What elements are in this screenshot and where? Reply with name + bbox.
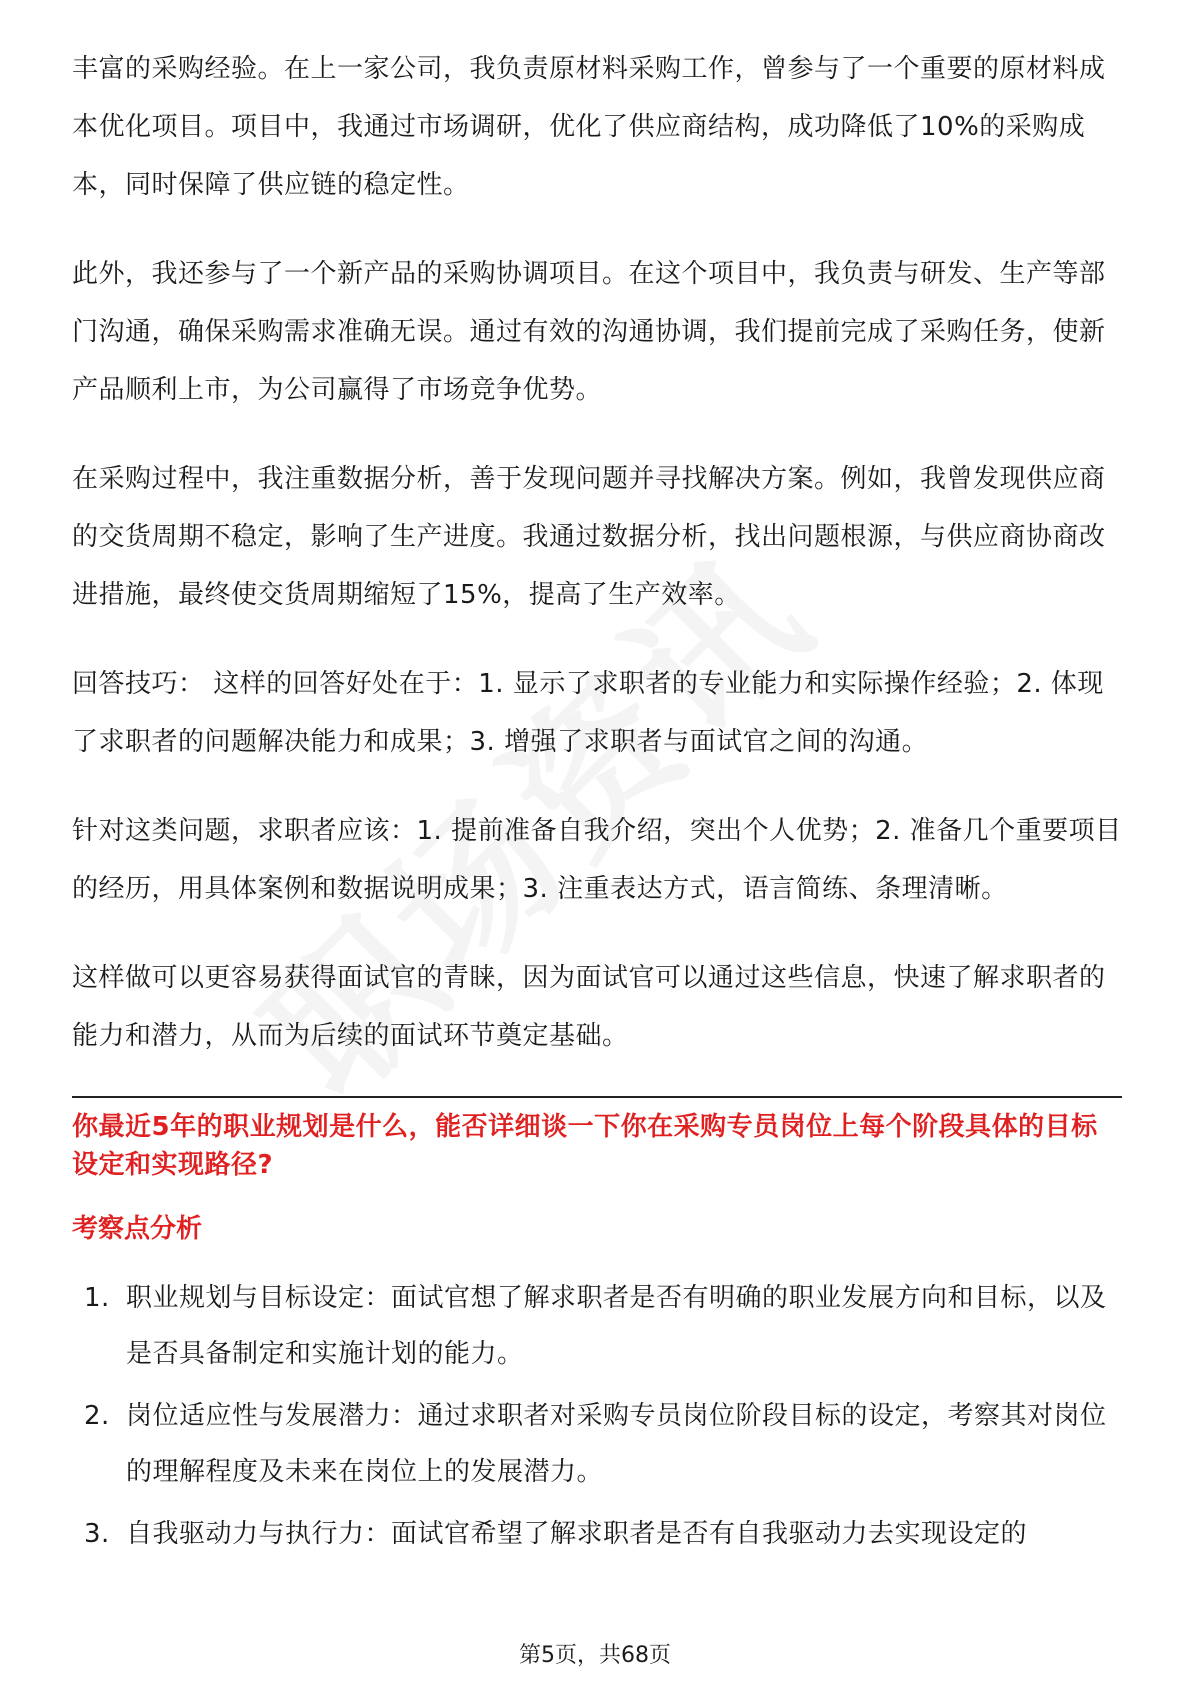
document-body: [72, 40, 1122, 1568]
paragraph: 此外，我还参与了一个新产品的采购协调项目。在这个项目中，我负责与研发、生产等部门沟通，确保采购需求准确无误。通过有效的沟通协调，我们提前完成了采购任务，使新产品顺利上市，为公司赢得了市场竞争优势。: [72, 259, 1106, 405]
section-divider: [72, 1096, 1122, 1098]
paragraph: 回答技巧： 这样的回答好处在于：1. 显示了求职者的专业能力和实际操作经验；2. 体现了求职者的问题解决能力和成果；3. 增强了求职者与面试官之间的沟通。: [72, 669, 1104, 757]
analysis-heading: 考察点分析: [72, 1214, 203, 1244]
list-number: 1.: [84, 1283, 110, 1313]
list-item: [72, 1506, 1122, 1562]
analysis-list: [72, 1270, 1122, 1562]
list-number: 3.: [84, 1519, 110, 1549]
paragraph: 这样做可以更容易获得面试官的青睐，因为面试官可以通过这些信息，快速了解求职者的能力和潜力，从而为后续的面试环节奠定基础。: [72, 963, 1106, 1051]
interview-question: 你最近5年的职业规划是什么，能否详细谈一下你在采购专员岗位上每个阶段具体的目标设定和实现路径?: [72, 1112, 1098, 1180]
list-item: [72, 1388, 1122, 1500]
list-number: 2.: [84, 1401, 110, 1431]
paragraph: 丰富的采购经验。在上一家公司，我负责原材料采购工作，曾参与了一个重要的原材料成本优化项目。项目中，我通过市场调研，优化了供应商结构，成功降低了10%的采购成本，同时保障了供应链的稳定性。: [72, 54, 1106, 200]
list-item-text: 职业规划与目标设定：面试官想了解求职者是否有明确的职业发展方向和目标，以及是否具备制定和实施计划的能力。: [126, 1283, 1107, 1369]
page-number: 第5页，共68页: [519, 1643, 671, 1668]
paragraph: 针对这类问题，求职者应该：1. 提前准备自我介绍，突出个人优势；2. 准备几个重要项目的经历，用具体案例和数据说明成果；3. 注重表达方式，语言简练、条理清晰。: [72, 816, 1122, 904]
list-item: [72, 1270, 1122, 1382]
list-item-text: 自我驱动力与执行力：面试官希望了解求职者是否有自我驱动力去实现设定的: [126, 1519, 1028, 1549]
paragraph: 在采购过程中，我注重数据分析，善于发现问题并寻找解决方案。例如，我曾发现供应商的交货周期不稳定，影响了生产进度。我通过数据分析，找出问题根源，与供应商协商改进措施，最终使交货周期缩短了15%，提高了生产效率。: [72, 464, 1106, 610]
list-item-text: 岗位适应性与发展潜力：通过求职者对采购专员岗位阶段目标的设定，考察其对岗位的理解程度及未来在岗位上的发展潜力。: [126, 1401, 1107, 1487]
